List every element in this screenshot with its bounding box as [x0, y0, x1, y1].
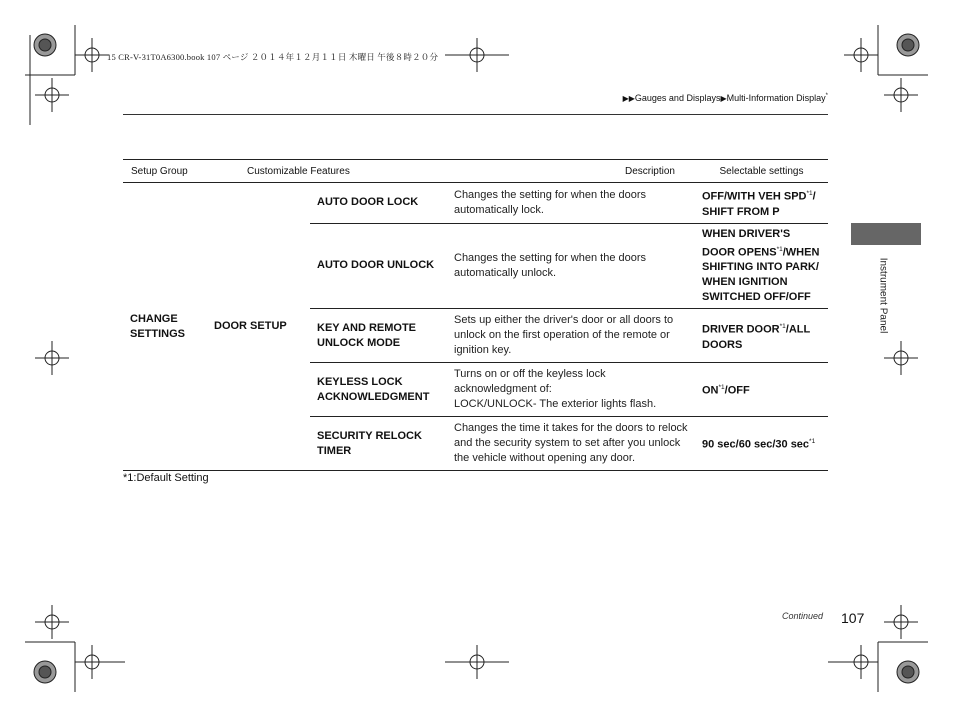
setup-group-cell: CHANGE SETTINGS [123, 183, 207, 471]
page-number: 107 [841, 610, 865, 626]
feature-cell: KEYLESS LOCK ACKNOWLEDGMENT [310, 363, 447, 417]
header-selectable-settings: Selectable settings [695, 160, 828, 183]
description-cell: Sets up either the driver's door or all doors to unlock on the first operation of the remote or ignition key. [447, 309, 695, 363]
settings-text: DRIVER DOOR [702, 323, 780, 336]
breadcrumb-section: Gauges and Displays [634, 93, 721, 103]
header-customizable-features: Customizable Features [207, 160, 447, 183]
header-description: Description [447, 160, 695, 183]
description-cell: Changes the setting for when the doors automatically lock. [447, 183, 695, 224]
feature-cell: AUTO DOOR UNLOCK [310, 223, 447, 309]
description-cell [447, 363, 695, 417]
settings-cell [695, 309, 828, 363]
breadcrumb-arrows-icon: ▶▶ [622, 94, 635, 103]
breadcrumb-mark: * [825, 93, 828, 99]
description-line: Turns on or off the keyless lock acknowledgment of: [454, 368, 606, 396]
customizable-features-table [123, 159, 828, 471]
table-row [123, 183, 828, 224]
footnote-ref: *1 [809, 438, 816, 446]
description-cell: Changes the setting for when the doors automatically unlock. [447, 223, 695, 309]
breadcrumb [623, 93, 828, 103]
feature-cell: AUTO DOOR LOCK [310, 183, 447, 224]
continued-label: Continued [782, 611, 824, 621]
settings-cell [695, 183, 828, 224]
settings-cell [695, 417, 828, 471]
breadcrumb-separator-icon: ▶ [720, 94, 727, 103]
settings-cell [695, 223, 828, 309]
settings-cell [695, 363, 828, 417]
print-header: 15 CR-V-31T0A6300.book 107 ページ ２０１４年１２月１１日 木曜日 午後８時２０分 [107, 52, 439, 62]
subgroup-cell: DOOR SETUP [207, 183, 310, 471]
table-header-row [123, 160, 828, 183]
header-setup-group: Setup Group [123, 160, 207, 183]
settings-text: OFF/WITH VEH SPD [702, 190, 807, 203]
settings-text: /OFF [724, 385, 750, 398]
breadcrumb-page: Multi-Information Display [726, 93, 826, 103]
settings-text: WHEN DRIVER'S DOOR OPENS [702, 227, 791, 259]
settings-text: /WHEN SHIFTING INTO PARK/ WHEN IGNITION SWITCHED OFF/OFF [702, 246, 820, 304]
default-setting-footnote: *1:Default Setting [123, 472, 209, 484]
footnote-ref: *1 [779, 322, 786, 330]
header-rule [123, 114, 828, 115]
section-side-label: Instrument Panel [877, 257, 889, 334]
settings-text: 90 sec/60 sec/30 sec [702, 439, 810, 452]
feature-cell: SECURITY RELOCK TIMER [310, 417, 447, 471]
settings-text: ON [702, 385, 719, 398]
settings-text: /ALL DOORS [702, 323, 811, 351]
description-line: LOCK/UNLOCK- The exterior lights flash. [454, 398, 657, 411]
feature-cell: KEY AND REMOTE UNLOCK MODE [310, 309, 447, 363]
footnote-ref: *1 [718, 384, 725, 392]
section-tab-marker [851, 223, 921, 245]
description-cell: Changes the time it takes for the doors to relock and the security system to set after you unlock the vehicle without opening any door. [447, 417, 695, 471]
footnote-ref: *1 [776, 245, 783, 253]
footnote-ref: *1 [806, 190, 813, 197]
settings-text: / SHIFT FROM P [702, 190, 816, 218]
